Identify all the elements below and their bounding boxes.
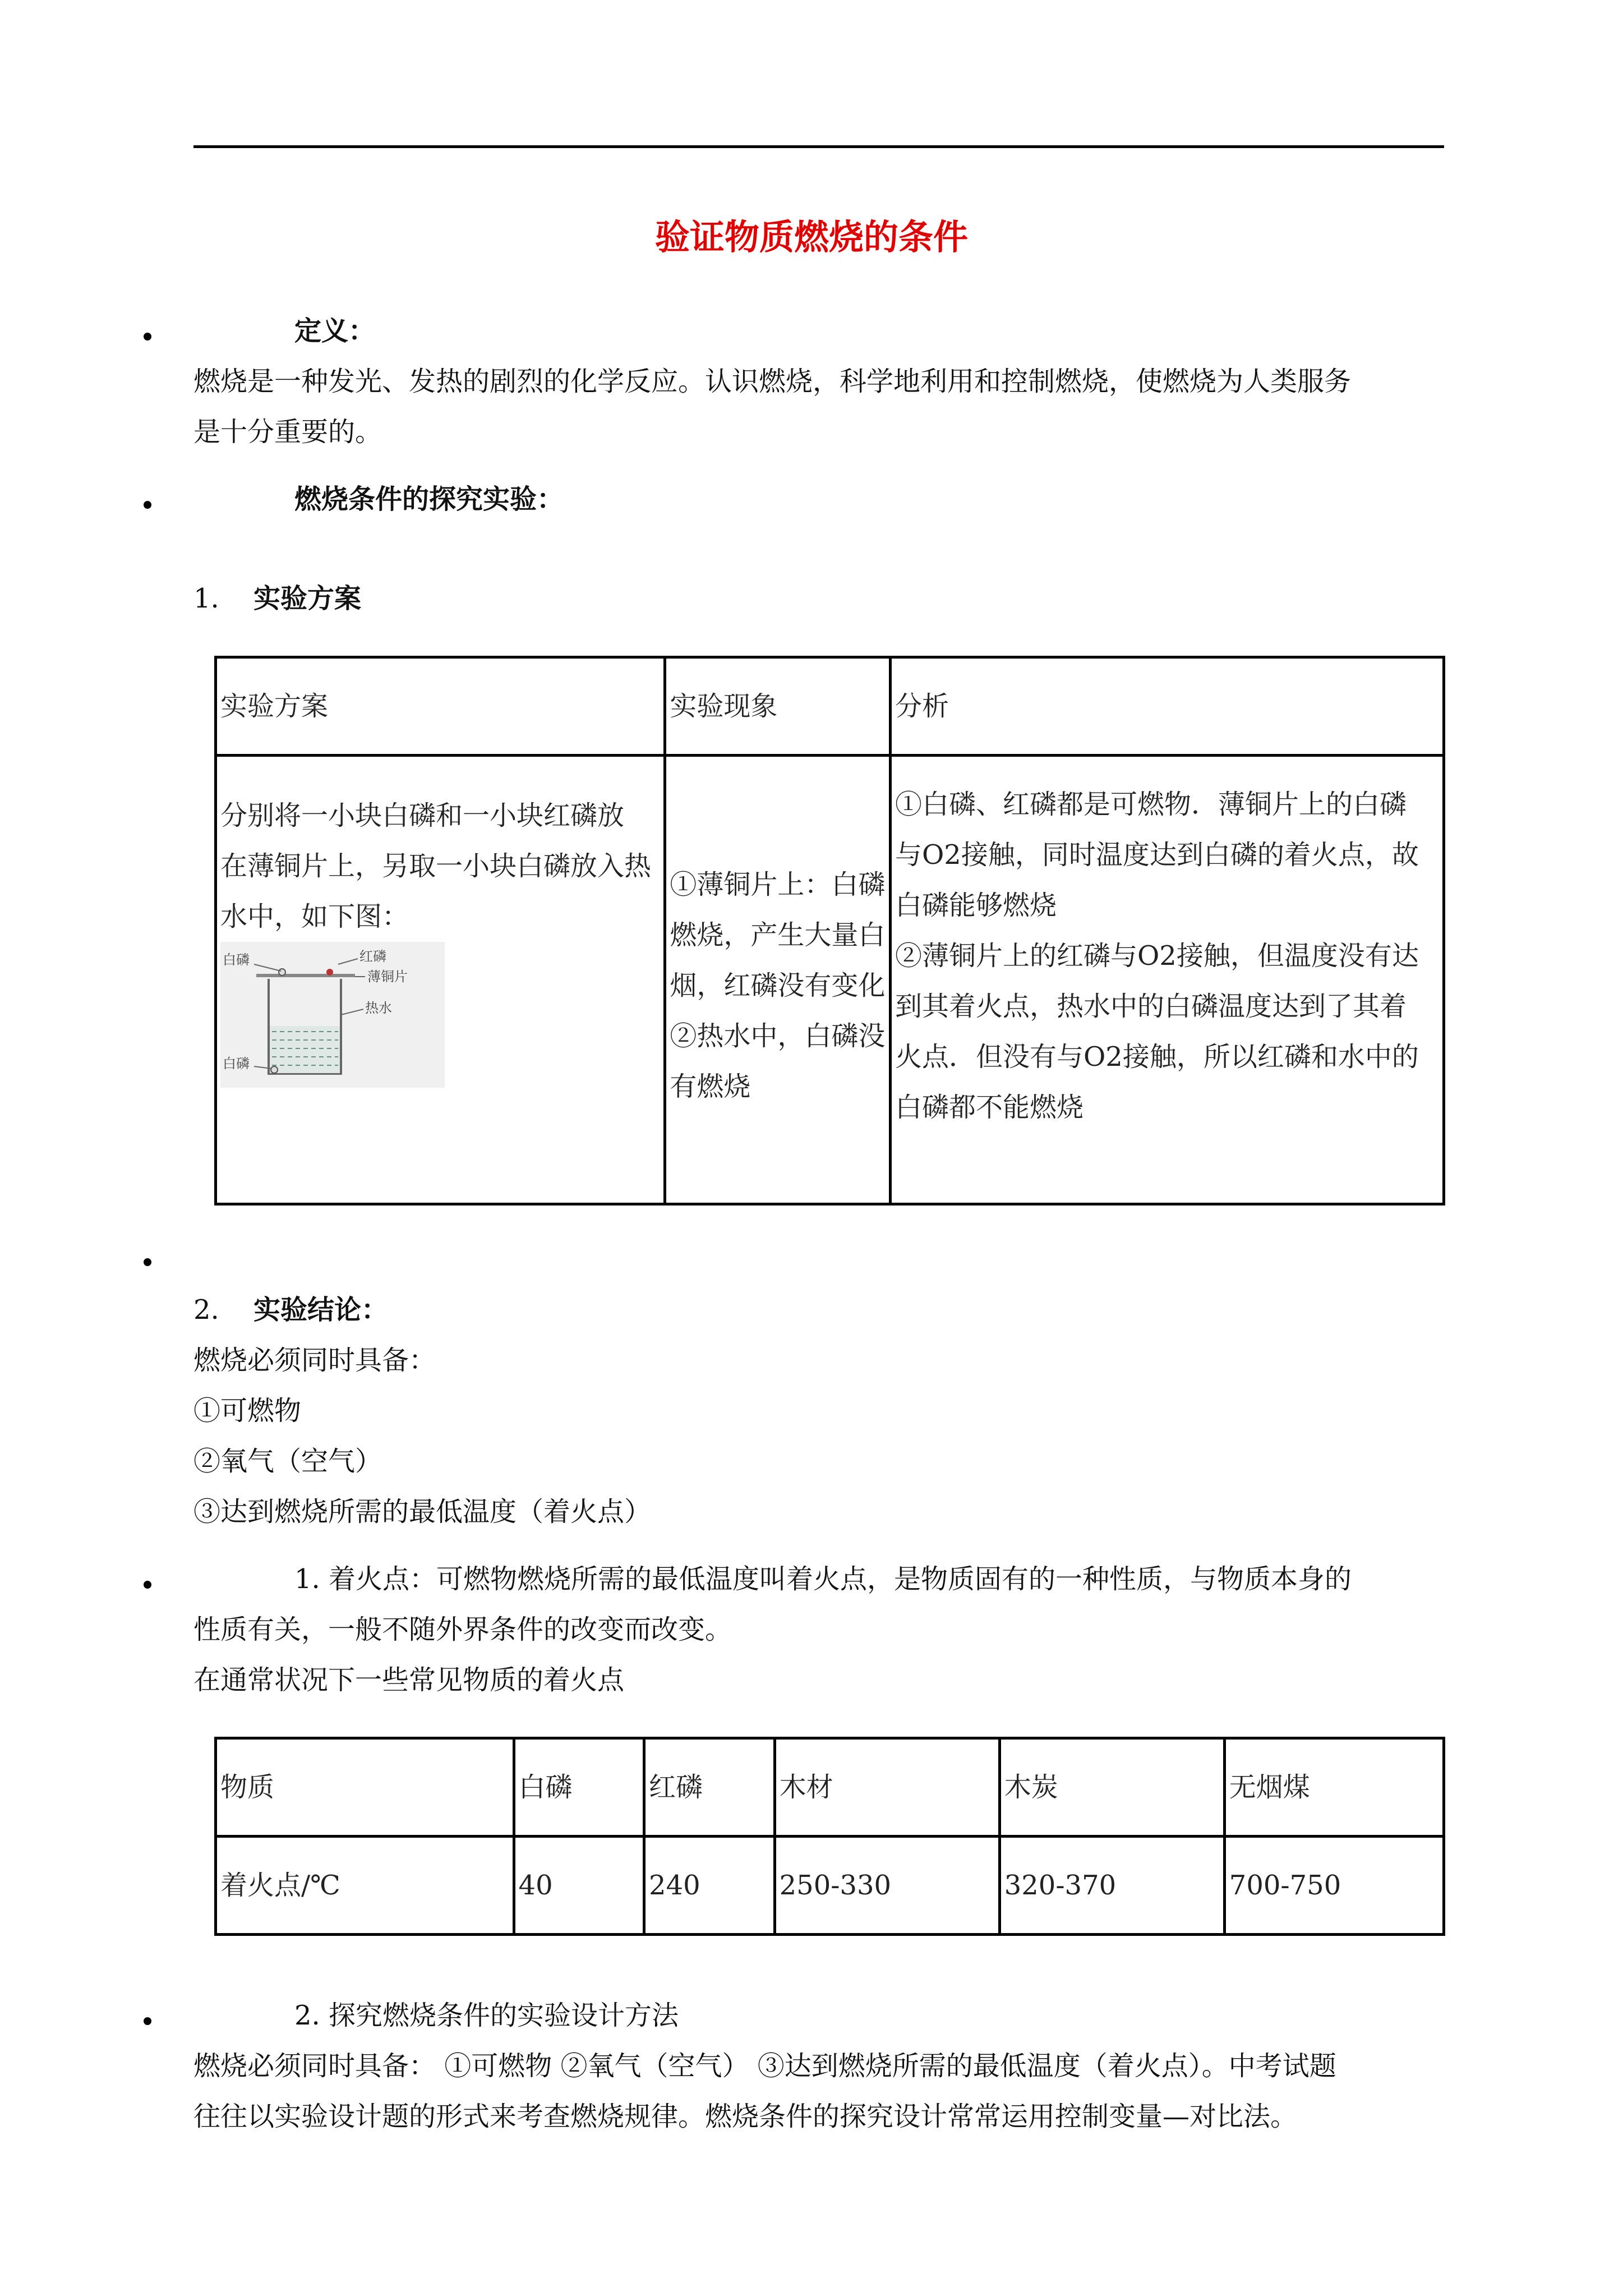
page-title: 验证物质燃烧的条件 bbox=[654, 217, 968, 257]
table-header-row bbox=[216, 657, 1444, 756]
definition-line: 燃烧是一种发光、发热的剧烈的化学反应。认识燃烧，科学地利用和控制燃烧，使燃烧为人类服务 bbox=[193, 366, 1352, 397]
definition-heading: 定义： bbox=[294, 315, 376, 347]
label-red-phosphorus: 红磷 bbox=[359, 949, 386, 964]
analysis-line: 火点．但没有与O2接触，所以红磷和水中的 bbox=[895, 1041, 1419, 1073]
analysis-line: 与O2接触，同时温度达到白磷的着火点，故 bbox=[895, 839, 1419, 871]
analysis-line: 白磷都不能燃烧 bbox=[895, 1092, 1083, 1123]
subsection-label: 实验结论： bbox=[253, 1294, 389, 1326]
subsection-label: 实验方案 bbox=[253, 583, 362, 614]
method-line: 往往以实验设计题的形式来考查燃烧规律。燃烧条件的探究设计常常运用控制变量—对比法。 bbox=[193, 2101, 1298, 2132]
bullet bbox=[144, 1581, 151, 1589]
conclusion-line: ②氧气（空气） bbox=[193, 1446, 382, 1477]
bullet bbox=[144, 2017, 151, 2025]
subsection-number: 1. bbox=[193, 583, 219, 614]
phenomenon-line: ①薄铜片上：白磷 bbox=[670, 868, 886, 900]
phenomenon-line: 烟，红磷没有变化 bbox=[670, 969, 886, 1001]
ignition-line: 在通常状况下一些常见物质的着火点 bbox=[193, 1664, 625, 1696]
subsection-number: 2. bbox=[193, 1294, 219, 1326]
analysis-line: 到其着火点，热水中的白磷温度达到了其着 bbox=[895, 991, 1407, 1022]
analysis-line: 白磷能够燃烧 bbox=[895, 890, 1057, 921]
cell-wood: 250-330 bbox=[774, 1837, 999, 1935]
bullet bbox=[144, 333, 151, 341]
label-hot-water: 热水 bbox=[365, 1000, 392, 1016]
header-white-phosphorus: 白磷 bbox=[514, 1738, 644, 1837]
table-row bbox=[216, 756, 1444, 1204]
header-charcoal: 木炭 bbox=[999, 1738, 1224, 1837]
label-copper: 薄铜片 bbox=[367, 969, 408, 984]
experiment-table bbox=[214, 656, 1445, 1205]
header-plan: 实验方案 bbox=[216, 657, 665, 756]
plan-line: 在薄铜片上，另取一小块白磷放入热 bbox=[220, 850, 652, 882]
method-line: 燃烧必须同时具备： ①可燃物 ②氧气（空气） ③达到燃烧所需的最低温度（着火点）。中考试题 bbox=[193, 2050, 1336, 2082]
analysis-cell bbox=[890, 756, 1444, 1204]
header-anthracite: 无烟煤 bbox=[1224, 1738, 1444, 1837]
ignition-table bbox=[214, 1737, 1445, 1936]
header-rule bbox=[193, 145, 1444, 148]
phenomenon-line: 燃烧，产生大量白 bbox=[670, 919, 886, 951]
header-red-phosphorus: 红磷 bbox=[644, 1738, 775, 1837]
label-white-phosphorus-bottom: 白磷 bbox=[223, 1056, 250, 1071]
definition-line: 是十分重要的。 bbox=[193, 416, 382, 448]
header-analysis: 分析 bbox=[890, 657, 1444, 756]
red-phosphorus bbox=[326, 969, 333, 976]
experiment-figure bbox=[220, 942, 445, 1088]
section-heading: 燃烧条件的探究实验： bbox=[294, 484, 564, 515]
conclusion-line: ③达到燃烧所需的最低温度（着火点） bbox=[193, 1496, 652, 1527]
plan-cell bbox=[216, 756, 665, 1204]
phenomenon-line: 有燃烧 bbox=[670, 1070, 751, 1102]
header-wood: 木材 bbox=[774, 1738, 999, 1837]
bullet bbox=[144, 501, 151, 509]
ignition-line: 1. 着火点：可燃物燃烧所需的最低温度叫着火点，是物质固有的一种性质，与物质本身的 bbox=[294, 1563, 1352, 1595]
ignition-line: 性质有关，一般不随外界条件的改变而改变。 bbox=[193, 1614, 732, 1645]
conclusion-line: ①可燃物 bbox=[193, 1395, 302, 1427]
table-header-row bbox=[216, 1738, 1444, 1837]
bullet bbox=[144, 1258, 151, 1266]
table-row bbox=[216, 1837, 1444, 1935]
label-white-phosphorus: 白磷 bbox=[223, 952, 250, 968]
white-phosphorus-top bbox=[279, 969, 285, 976]
hot-water bbox=[270, 1026, 340, 1073]
cell-charcoal: 320-370 bbox=[999, 1837, 1224, 1935]
conclusion-line: 燃烧必须同时具备： bbox=[193, 1345, 436, 1376]
analysis-line: ①白磷、红磷都是可燃物．薄铜片上的白磷 bbox=[895, 789, 1407, 820]
phenomenon-line: ②热水中，白磷没 bbox=[670, 1020, 886, 1052]
header-substance: 物质 bbox=[216, 1738, 514, 1837]
cell-anthracite: 700-750 bbox=[1224, 1837, 1444, 1935]
method-heading: 2. 探究燃烧条件的实验设计方法 bbox=[294, 2000, 679, 2031]
white-phosphorus-bottom bbox=[271, 1066, 278, 1073]
plan-line: 分别将一小块白磷和一小块红磷放 bbox=[220, 800, 625, 831]
phenomenon-cell bbox=[665, 756, 891, 1204]
cell-white-phosphorus: 40 bbox=[514, 1837, 644, 1935]
header-phenomenon: 实验现象 bbox=[665, 657, 891, 756]
plan-line: 水中，如下图： bbox=[220, 901, 409, 932]
analysis-line: ②薄铜片上的红磷与O2接触，但温度没有达 bbox=[895, 940, 1419, 972]
cell-red-phosphorus: 240 bbox=[644, 1837, 775, 1935]
row-label: 着火点/℃ bbox=[216, 1837, 514, 1935]
